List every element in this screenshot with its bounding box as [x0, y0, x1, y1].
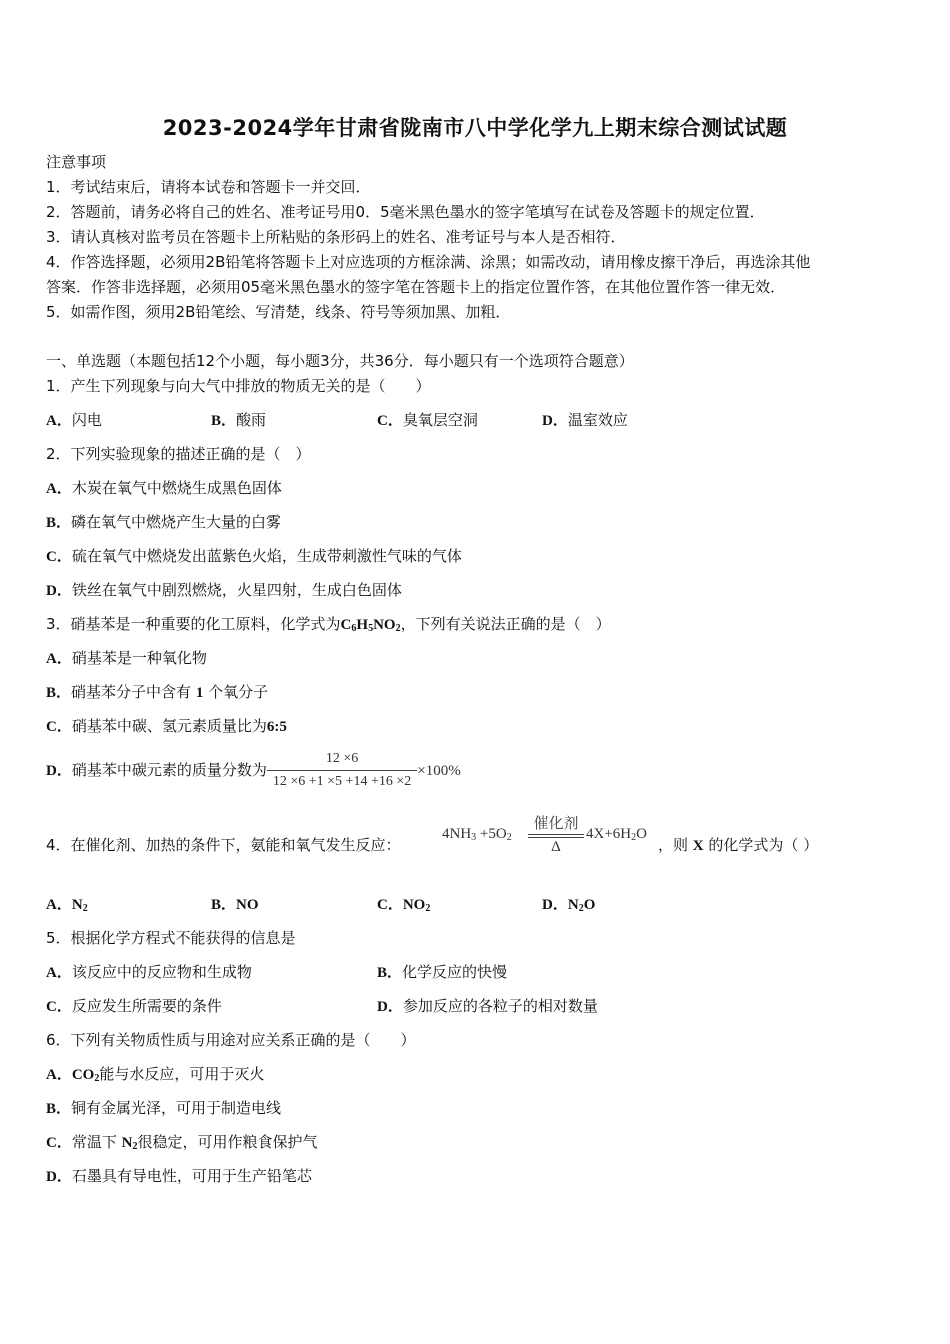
option-b[interactable]: B．NO — [211, 897, 259, 913]
mass-fraction: $\frac{12 \times 6}{12 \times 6 +1 \times 5 +14 +16 \times 2}$ — [267, 750, 417, 791]
option-c[interactable]: C．硫在氧气中燃烧发出蓝紫色火焰，生成带刺激性气味的气体 — [46, 547, 462, 565]
option-b[interactable]: B．酸雨 — [211, 411, 267, 429]
exam-page: 2023-2024学年甘肃省陇南市八中学化学九上期末综合测试试题 注意事项 1．考试结束后，请将本试卷和答题卡一并交回． 2．答题前，请务必将自己的姓名、准考证号用0．5毫米黑色墨水的签字笔填写在试卷及答题卡的规定位置． 3．请认真核对监考员在答题卡上所粘贴的条形码上的姓名、准考证号与本人是否相符． 4．作答选择题，必须用2B铅笔将答题卡上对应选项的方框涂满、涂黑；如需改动，请用橡皮擦干净后，再选涂其他 答案．作答非选择题，必须用05毫米黑色墨水的签字笔在答题卡上的指定位置作答，在其他位置作答一律无效． 5．如需作图，须用2B铅笔绘、写清楚，线条、符号等须加黑、加粗． 一、单选题（本题包括12个小题，每小题3分，共36分．每小题只有一个选项符合题意） 1．产生下列现象与向大气中排放的物质无关的是（ ） A．闪电 B．酸雨 C．臭氧层空洞 D．温室效应 2．下列实验现象的描述正确的是（ ） A．木炭在氧气中燃烧生成黑色固体 B．磷在氧气中燃烧产生大量的白雾 C．硫在氧气中燃烧发出蓝紫色火焰，生成带刺激性气味的气体 D．铁丝在氧气中剧烈燃烧，火星四射，生成白色固体 3．硝基苯是一种重要的化工原料，化学式为$C_6H_5NO_2$，下列有关说法正确的是（ ） A．硝基苯是一种氧化物 B．硝基苯分子中含有 1 个氧分子 C．硝基苯中碳、氢元素质量比为6:5 D．硝基苯中碳元素的质量分数为 $\frac{12 \times 6}{12 \times 6 +1 \times 5 +14 +16 \times 2}$ ×100% 4．在催化剂、加热的条件下，氨能和氧气发生反应： $4NH_3 +5O_2$ 催化剂 Δ $4X+6H_2O$ ，则 X 的化学式为（ ） A．$N_2$ B．NO C．$NO_2$ D．$N_2O$ 5．根据化学方程式不能获得的信息是 A．该反应中的反应物和生成物 B．化学反应的快慢 C．反应发生所需要的条件 D．参加反应的各粒子的相对数量 6．下列有关物质性质与用途对应关系正确的是（ ） A．$CO_2$能与水反应，可用于灭火 B．铜有金属光泽，可用于制造电线 C．常温下 $N_2$很稳定，可用作粮食保护气 D．石墨具有导电性，可用于生产铅笔芯 — [0, 0, 950, 1344]
question-stem: 3．硝基苯是一种重要的化工原料，化学式为$C_6H_5NO_2$，下列有关说法正确的是（ ） — [46, 615, 611, 634]
option-b[interactable]: B．化学反应的快慢 — [377, 963, 508, 981]
question-stem: 1．产生下列现象与向大气中排放的物质无关的是（ ） — [46, 377, 431, 395]
question-stem-suffix: ，则 X 的化学式为（ ） — [658, 836, 819, 854]
option-d[interactable]: D．$N_2O$ — [542, 897, 596, 914]
option-d[interactable]: D．参加反应的各粒子的相对数量 — [377, 997, 598, 1015]
option-a[interactable]: A．该反应中的反应物和生成物 — [46, 963, 252, 981]
option-b[interactable]: B．硝基苯分子中含有 1 个氧分子 — [46, 683, 269, 701]
chemical-formula: $C_6H_5NO_2$ — [340, 617, 401, 634]
reaction-arrow: 催化剂 Δ — [528, 812, 584, 856]
question-stem: 5．根据化学方程式不能获得的信息是 — [46, 929, 296, 947]
option-a[interactable]: A．$CO_2$能与水反应，可用于灭火 — [46, 1065, 265, 1084]
option-a[interactable]: A．$N_2$ — [46, 897, 88, 914]
page-title: 2023-2024学年甘肃省陇南市八中学化学九上期末综合测试试题 — [162, 116, 788, 140]
note-item: 3．请认真核对监考员在答题卡上所粘贴的条形码上的姓名、准考证号与本人是否相符． — [46, 228, 626, 246]
option-b[interactable]: B．磷在氧气中燃烧产生大量的白雾 — [46, 513, 282, 531]
note-item: 答案．作答非选择题，必须用05毫米黑色墨水的签字笔在答题卡上的指定位置作答，在其他位置作答一律无效． — [46, 278, 786, 296]
question-stem: 6．下列有关物质性质与用途对应关系正确的是（ ） — [46, 1031, 416, 1049]
option-d[interactable]: D．石墨具有导电性，可用于生产铅笔芯 — [46, 1167, 312, 1185]
question-stem: 2．下列实验现象的描述正确的是（ ） — [46, 445, 311, 463]
note-item: 5．如需作图，须用2B铅笔绘、写清楚，线条、符号等须加黑、加粗． — [46, 303, 511, 321]
question-stem: 4．在催化剂、加热的条件下，氨能和氧气发生反应： — [46, 836, 401, 854]
option-a[interactable]: A．硝基苯是一种氧化物 — [46, 649, 207, 667]
note-item: 1．考试结束后，请将本试卷和答题卡一并交回． — [46, 178, 371, 196]
option-d[interactable]: D．铁丝在氧气中剧烈燃烧，火星四射，生成白色固体 — [46, 581, 402, 599]
note-item: 2．答题前，请务必将自己的姓名、准考证号用0．5毫米黑色墨水的签字笔填写在试卷及答题卡的规定位置． — [46, 203, 765, 221]
section-heading: 一、单选题（本题包括12个小题，每小题3分，共36分．每小题只有一个选项符合题意） — [46, 352, 634, 370]
option-c[interactable]: C．硝基苯中碳、氢元素质量比为6:5 — [46, 717, 287, 735]
option-c[interactable]: C．反应发生所需要的条件 — [46, 997, 222, 1015]
option-b[interactable]: B．铜有金属光泽，可用于制造电线 — [46, 1099, 282, 1117]
option-d[interactable]: D．硝基苯中碳元素的质量分数为 $\frac{12 \times 6}{12 \times 6 +1 \times 5 +14 +16 \times 2}$ ×100% — [46, 751, 461, 789]
option-a[interactable]: A．木炭在氧气中燃烧生成黑色固体 — [46, 479, 282, 497]
notes-heading: 注意事项 — [46, 153, 107, 171]
option-c[interactable]: C．$NO_2$ — [377, 897, 431, 914]
note-item: 4．作答选择题，必须用2B铅笔将答题卡上对应选项的方框涂满、涂黑；如需改动，请用橡皮擦干净后，再选涂其他 — [46, 253, 811, 271]
option-a[interactable]: A．闪电 — [46, 411, 102, 429]
option-c[interactable]: C．臭氧层空洞 — [377, 411, 478, 429]
option-d[interactable]: D．温室效应 — [542, 411, 628, 429]
option-c[interactable]: C．常温下 $N_2$很稳定，可用作粮食保护气 — [46, 1133, 318, 1152]
